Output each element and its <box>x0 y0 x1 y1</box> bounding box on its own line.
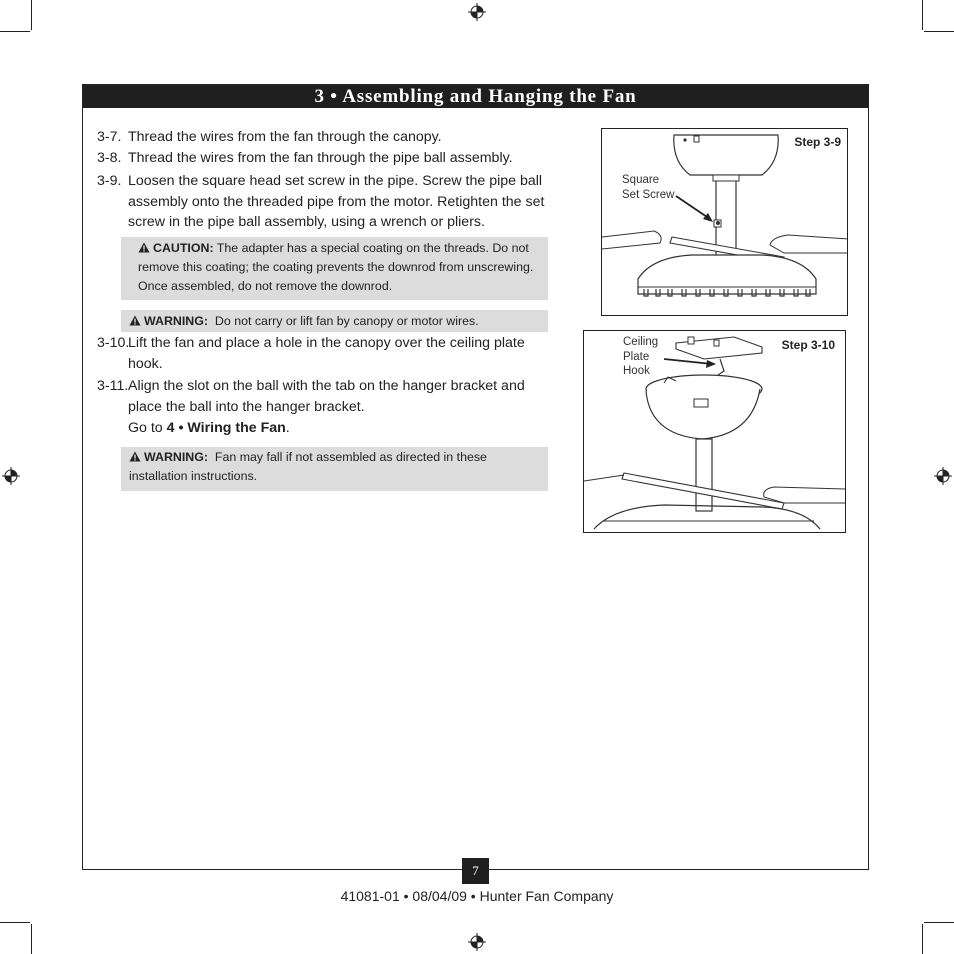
warning-box <box>121 447 548 491</box>
goto-suffix: . <box>285 420 290 436</box>
step-text: Thread the wires from the fan through the pipe ball assembly. <box>128 150 513 166</box>
registration-mark-icon <box>468 3 486 21</box>
crop-mark <box>924 922 954 923</box>
crop-mark <box>31 924 32 954</box>
step-number: 3-7. <box>97 129 122 145</box>
step-3-10 <box>97 333 557 374</box>
callout-line: Ceiling <box>623 336 659 348</box>
warning-text: Do not carry or lift fan by canopy or motor wires. <box>214 314 479 328</box>
goto-prefix: Go to <box>128 420 163 436</box>
warning-label: WARNING: <box>144 450 209 464</box>
goto-instruction <box>128 420 290 436</box>
registration-mark-icon <box>2 467 20 485</box>
caution-text: The adapter has a special coating on the threads. Do not remove this coating; the coating prevents the downrod from unscrewing. Once assembled, do not remove the downrod. <box>138 241 534 293</box>
figure-step-3-9 <box>601 128 848 316</box>
registration-mark-icon <box>468 933 486 951</box>
crop-mark <box>31 0 32 30</box>
step-number: 3-8. <box>97 150 122 166</box>
crop-mark <box>922 924 923 954</box>
step-number: 3-9. <box>97 173 122 189</box>
step-3-8 <box>97 148 557 169</box>
crop-mark <box>0 922 30 923</box>
callout-line: Set Screw <box>622 188 675 201</box>
step-text: Thread the wires from the fan through the canopy. <box>128 129 442 145</box>
callout-ceiling-plate-hook <box>623 335 658 379</box>
callout-line: Square <box>622 174 660 186</box>
step-text: Align the slot on the ball with the tab on the hanger bracket and place the ball into the hanger bracket. <box>128 378 525 415</box>
callout-line: Plate <box>623 350 650 363</box>
fan-illustration <box>602 129 848 316</box>
footer-text: 41081-01 • 08/04/09 • Hunter Fan Company <box>340 888 614 904</box>
step-number: 3-10. <box>97 335 130 351</box>
goto-link[interactable]: 4 • Wiring the Fan <box>166 420 286 436</box>
step-3-7 <box>97 127 557 148</box>
step-text: Loosen the square head set screw in the pipe. Screw the pipe ball assembly onto the threaded pipe from the motor. Retighten the set screw in the pipe ball assembly, using a wrench or pliers. <box>128 173 545 230</box>
crop-mark <box>0 31 30 32</box>
warning-triangle-icon <box>129 451 141 462</box>
caution-box <box>121 237 548 300</box>
step-3-11 <box>97 376 557 417</box>
warning-triangle-icon <box>129 315 141 326</box>
page-frame <box>82 84 869 870</box>
warning-label: WARNING: <box>144 314 209 328</box>
caution-label: CAUTION: <box>153 241 214 255</box>
crop-mark <box>922 0 923 30</box>
callout-square-set-screw <box>622 173 674 202</box>
crop-mark <box>924 31 954 32</box>
step-text: Lift the fan and place a hole in the canopy over the ceiling plate hook. <box>128 335 525 372</box>
warning-box <box>121 310 548 332</box>
section-title: 3 • Assembling and Hanging the Fan <box>83 85 868 108</box>
page-number: 7 <box>462 858 489 884</box>
figure-label: Step 3-10 <box>781 338 835 352</box>
callout-line: Hook <box>623 365 650 377</box>
step-number: 3-11. <box>97 378 129 394</box>
warning-triangle-icon <box>138 242 150 253</box>
step-3-9 <box>97 171 557 233</box>
figure-step-3-10 <box>583 330 846 533</box>
registration-mark-icon <box>934 467 952 485</box>
warning-text: Fan may fall if not assembled as directed in these installation instructions. <box>129 450 487 483</box>
figure-label: Step 3-9 <box>794 135 841 149</box>
